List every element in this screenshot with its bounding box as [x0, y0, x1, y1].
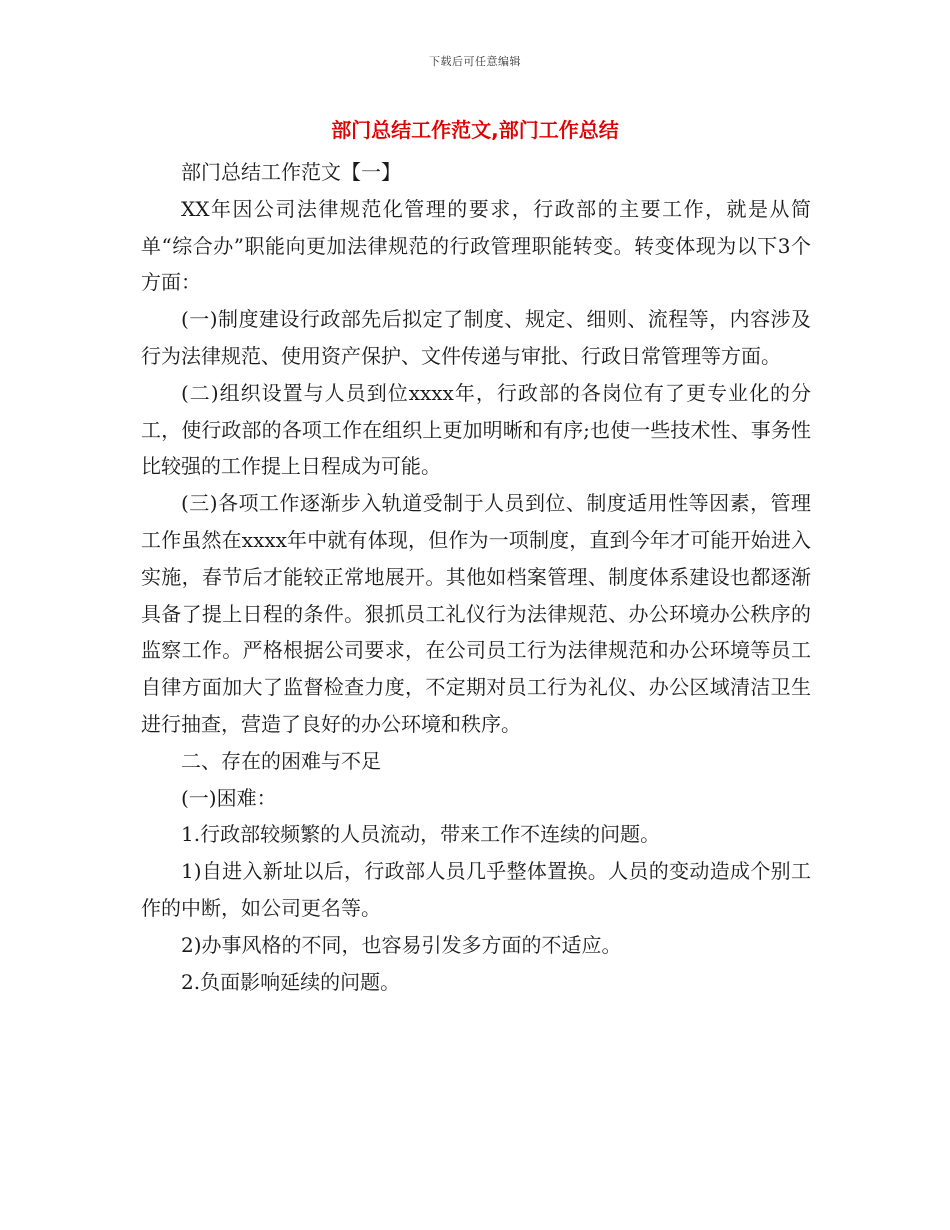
page-header: 下载后可任意编辑 — [429, 55, 521, 68]
body-paragraph-intro: XX年因公司法律规范化管理的要求，行政部的主要工作，就是从简单“综合办”职能向更加法律规范的行政管理职能转变。转变体现为以下3个方面： — [141, 196, 811, 295]
list-item-1: 1.行政部较频繁的人员流动，带来工作不连续的问题。 — [181, 822, 661, 847]
body-paragraph-item-1: (一)制度建设行政部先后拟定了制度、规定、细则、流程等，内容涉及行为法律规范、使用资产保护、文件传递与审批、行政日常管理等方面。 — [141, 307, 811, 368]
section-heading-1: 部门总结工作范文【一】 — [181, 160, 401, 184]
body-paragraph-item-3: (三)各项工作逐渐步入轨道受制于人员到位、制度适用性等因素，管理工作虽然在xxxx年中就有体现，但作为一项制度，直到今年才可能开始进入实施，春节后才能较正常地展开。其他如档案管理、制度体系建设也都逐渐具备了提上日程的条件。狠抓员工礼仪行为法律规范、办公环境办公秩序的监察工作。严格根据公司要求，在公司员工行为法律规范和办公环境等员工自律方面加大了监督检查力度，不定期对员工行为礼仪、办公区域清洁卫生进行抽查，营造了良好的办公环境和秩序。 — [141, 491, 811, 736]
document-title: 部门总结工作范文,部门工作总结 — [331, 118, 619, 142]
document-body — [141, 154, 811, 1000]
section-heading-2: 二、存在的困难与不足 — [181, 748, 381, 773]
list-subitem-1: 1)自进入新址以后，行政部人员几乎整体置换。人员的变动造成个别工作的中断，如公司更名等。 — [141, 859, 811, 920]
subsection-heading: (一)困难： — [181, 785, 277, 810]
list-item-2: 2.负面影响延续的问题。 — [181, 969, 401, 994]
list-subitem-2: 2)办事风格的不同，也容易引发多方面的不适应。 — [181, 932, 622, 957]
body-paragraph-item-2: (二)组织设置与人员到位xxxx年，行政部的各岗位有了更专业化的分工，使行政部的各项工作在组织上更加明晰和有序;也使一些技术性、事务性比较强的工作提上日程成为可能。 — [141, 380, 811, 479]
